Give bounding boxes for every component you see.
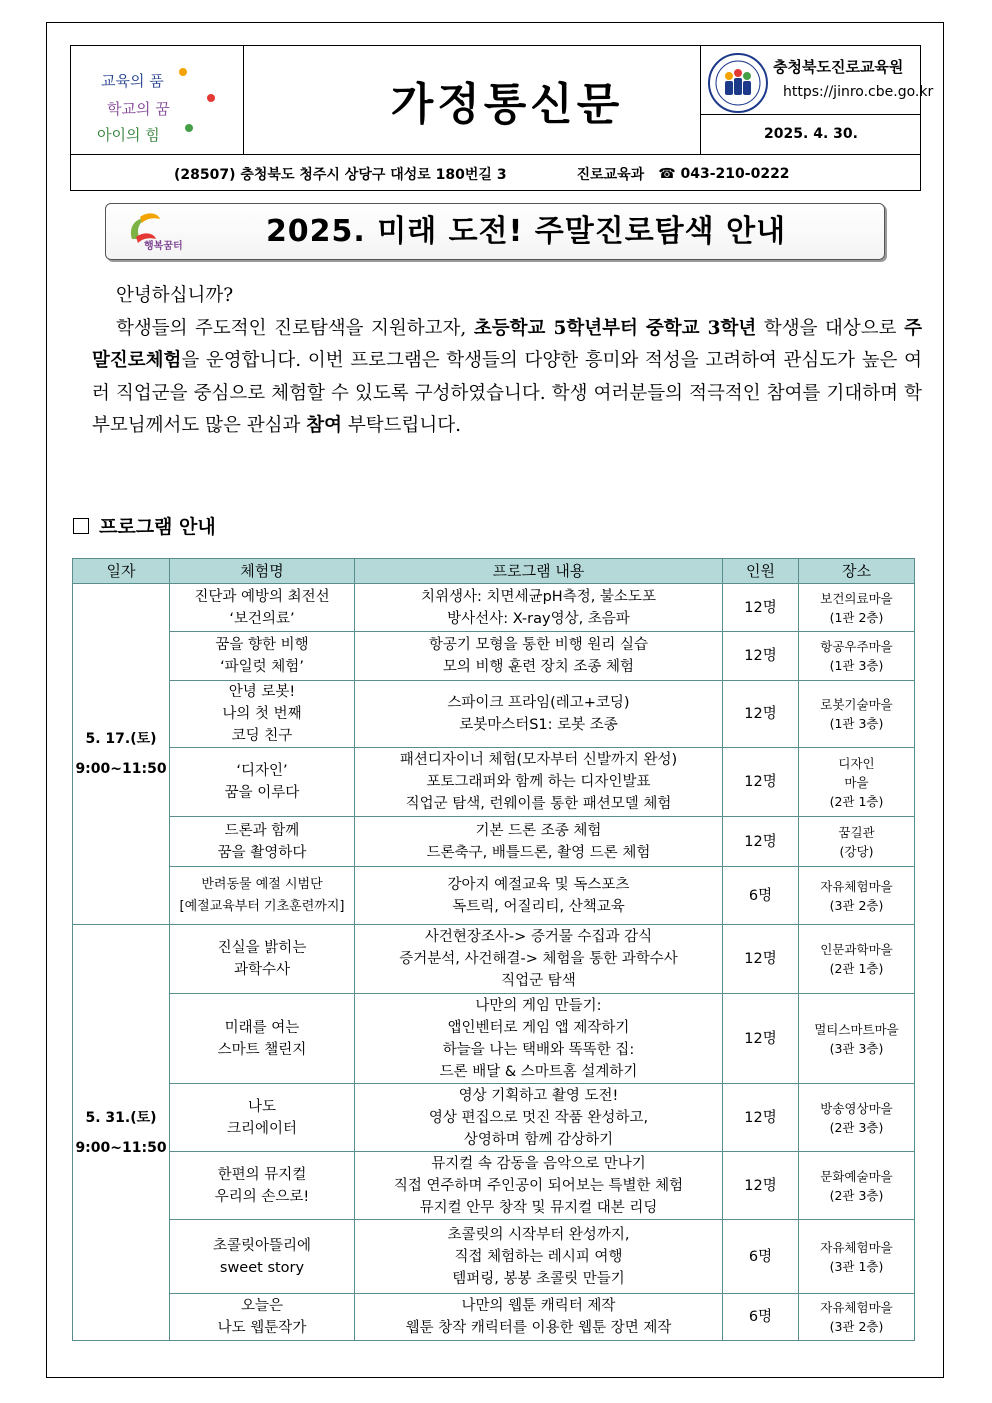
place-cell	[799, 1084, 915, 1152]
count-cell: 12명	[723, 584, 799, 632]
org-block	[700, 46, 934, 154]
program-content-cell	[355, 867, 723, 925]
table-row	[73, 584, 915, 632]
program-content-line: 나만의 게임 만들기:	[475, 997, 602, 1014]
table-row	[73, 1152, 915, 1220]
place-line: 보건의료마을	[820, 590, 893, 606]
col-header-place: 장소	[799, 559, 915, 584]
program-name-line: 나의 첫 번째	[222, 706, 302, 722]
time-text: 9:00~11:50	[75, 1139, 167, 1156]
section-title-text: 프로그램 안내	[99, 516, 216, 538]
program-name-cell	[170, 584, 355, 632]
place-line: 인문과학마을	[820, 942, 893, 957]
place-line: 꿈길관	[838, 824, 875, 840]
intro-bold-2: 주말진로체험	[92, 317, 922, 371]
count-cell: 12명	[723, 994, 799, 1084]
count-cell: 12명	[723, 681, 799, 748]
program-name-cell	[170, 925, 355, 994]
count-cell: 12명	[723, 925, 799, 994]
place-line: (2관 1층)	[829, 961, 884, 976]
place-cell	[799, 748, 915, 817]
place-line: 자유체험마을	[820, 1239, 893, 1255]
table-row	[73, 994, 915, 1084]
program-content-line: 앱인벤터로 게임 앱 제작하기	[447, 1019, 630, 1036]
date-cell	[73, 925, 170, 1341]
program-name-cell	[170, 1084, 355, 1152]
program-content-line: 직업군 탐색, 런웨이를 통한 패션모델 체험	[405, 796, 672, 812]
program-content-line: 치위생사: 치면세균pH측정, 불소도포	[421, 588, 656, 605]
program-name-cell	[170, 632, 355, 681]
count-cell: 12명	[723, 632, 799, 681]
program-content-line: 직접 연주하며 주인공이 되어보는 특별한 체험	[393, 1177, 684, 1194]
program-content-line: 나만의 웹툰 캐릭터 제작	[461, 1298, 616, 1314]
intro-text-3: 을 운영합니다. 이번 프로그램은 학생들의 다양한 흥미와 적성을 고려하여 관심도가 높은 여러 직업군을 중심으로 체험할 수 있도록 구성하였습니다. 학생 여러분들의 적극적인 참여를 기대하며 학부모님께서도 많은 관심과	[92, 350, 922, 436]
intro-text	[92, 280, 922, 443]
program-name-line: 우리의 손으로!	[214, 1188, 310, 1205]
place-line: 방송영상마을	[820, 1100, 893, 1116]
contact-row	[71, 154, 920, 192]
program-content-line: 스파이크 프라임(레고+코딩)	[447, 695, 630, 711]
count-cell: 12명	[723, 1152, 799, 1220]
count-cell: 12명	[723, 817, 799, 867]
program-content-cell	[355, 748, 723, 817]
program-content-line: 드론 배달 & 스마트홈 설계하기	[439, 1063, 638, 1080]
slogan-line-3: 아이의 힘	[97, 126, 160, 144]
table-row	[73, 681, 915, 748]
program-name-line: ‘보건의료’	[229, 610, 295, 627]
program-name-cell	[170, 748, 355, 817]
program-content-line: 직업군 탐색	[501, 973, 576, 989]
program-content-cell	[355, 994, 723, 1084]
program-name-line: [예절교육부터 기초훈련까지]	[179, 898, 345, 914]
program-content-line: 방사선사: X-ray영상, 초음파	[447, 610, 630, 627]
program-name-line: 미래를 여는	[224, 1019, 300, 1036]
program-content-line: 패션디자이너 체험(모자부터 신발까지 완성)	[399, 752, 678, 768]
count-cell: 6명	[723, 1220, 799, 1294]
place-cell	[799, 681, 915, 748]
place-line: 디자인	[838, 755, 875, 771]
program-content-cell	[355, 1294, 723, 1341]
program-content-line: 항공기 모형을 통한 비행 원리 실습	[428, 637, 649, 653]
place-cell	[799, 925, 915, 994]
program-content-cell	[355, 1152, 723, 1220]
issue-date: 2025. 4. 30.	[764, 126, 858, 142]
divider	[701, 114, 921, 115]
place-line: (2관 3층)	[829, 1187, 884, 1203]
program-name-line: 나도	[247, 1098, 276, 1115]
table-row	[73, 817, 915, 867]
place-line: (1관 2층)	[829, 609, 884, 625]
program-content-cell	[355, 681, 723, 748]
banner-title: 2025. 미래 도전! 주말진로탐색 안내	[265, 214, 787, 249]
date-text: 5. 17.(토)	[85, 731, 157, 747]
table-row	[73, 925, 915, 994]
time-text: 9:00~11:50	[75, 761, 167, 777]
program-name-line: 드론과 함께	[224, 822, 300, 839]
phone: ☎ 043-210-0222	[658, 165, 790, 182]
address: (28507) 충청북도 청주시 상당구 대성로 180번길 3	[174, 166, 507, 183]
org-seal-icon	[707, 52, 769, 114]
program-name-cell	[170, 1294, 355, 1341]
title-banner	[105, 203, 885, 260]
place-line: 멀티스마트마을	[814, 1021, 899, 1037]
place-line: (강당)	[839, 843, 874, 859]
table-body	[73, 584, 915, 1341]
program-content-line: 영상 편집으로 멋진 작품 완성하고,	[428, 1109, 649, 1126]
place-line: (2관 3층)	[829, 1119, 884, 1135]
intro-text-2: 학생을 대상으로	[756, 317, 905, 339]
program-name-line: 안녕 로봇!	[228, 684, 296, 700]
intro-bold-3: 참여	[306, 415, 342, 436]
program-name-line: 꿈을 촬영하다	[217, 844, 307, 861]
program-content-line: 독트릭, 어질리티, 산책교육	[452, 898, 625, 915]
table-row	[73, 748, 915, 817]
program-name-line: 초콜릿아뜰리에	[212, 1237, 312, 1254]
program-name-line: 진실을 밝히는	[217, 940, 307, 956]
place-cell	[799, 994, 915, 1084]
date-text: 5. 31.(토)	[85, 1109, 157, 1126]
greeting: 안녕하십니까?	[116, 285, 234, 306]
place-line: 문화예술마을	[820, 1168, 893, 1184]
program-content-line: 포토그래퍼와 함께 하는 디자인발표	[426, 774, 651, 790]
slogan-logo	[71, 46, 244, 154]
program-name-line: 크리에이터	[226, 1120, 298, 1137]
place-line: 로봇기술마을	[820, 697, 893, 712]
program-content-cell	[355, 1220, 723, 1294]
place-line: (1관 3층)	[829, 658, 884, 673]
col-header-date: 일자	[73, 559, 170, 584]
count-cell: 12명	[723, 748, 799, 817]
program-content-line: 뮤지컬 속 감동을 음악으로 만나기	[431, 1155, 646, 1172]
place-line: (3관 3층)	[829, 1040, 884, 1056]
program-name-line: 나도 웹툰작가	[217, 1320, 307, 1336]
program-content-line: 하늘을 나는 택배와 똑똑한 집:	[442, 1041, 635, 1058]
table-row	[73, 632, 915, 681]
place-line: 항공우주마을	[820, 639, 893, 654]
program-content-line: 강아지 예절교육 및 독스포츠	[447, 876, 630, 893]
table-row	[73, 1084, 915, 1152]
program-name-line: ‘파일럿 체험’	[220, 659, 304, 675]
place-cell	[799, 584, 915, 632]
col-header-name: 체험명	[170, 559, 355, 584]
program-name-line: 꿈을 이루다	[224, 785, 300, 801]
table-row	[73, 1294, 915, 1341]
program-content-line: 초콜릿의 시작부터 완성까지,	[447, 1226, 630, 1243]
section-title	[73, 512, 216, 539]
letter-header	[70, 45, 934, 191]
program-content-line: 모의 비행 훈련 장치 조종 체험	[442, 659, 635, 675]
program-content-line: 증거분석, 사건해결-> 체험을 통한 과학수사	[399, 951, 678, 967]
program-name-cell	[170, 1152, 355, 1220]
date-cell	[73, 584, 170, 925]
checkbox-square-icon	[73, 518, 89, 534]
table-row	[73, 1220, 915, 1294]
org-url[interactable]: https://jinro.cbe.go.kr	[783, 84, 934, 100]
place-line: 자유체험마을	[820, 1300, 893, 1315]
program-name-line: 스마트 챌린지	[217, 1041, 307, 1058]
program-name-cell	[170, 681, 355, 748]
program-name-cell	[170, 817, 355, 867]
program-name-line: 꿈을 향한 비행	[215, 637, 309, 653]
happy-dream-logo-icon	[118, 209, 198, 253]
program-content-line: 직접 체험하는 레시피 여행	[454, 1248, 623, 1265]
program-name-cell	[170, 1220, 355, 1294]
program-content-line: 템퍼링, 봉봉 초콜릿 만들기	[452, 1270, 625, 1287]
table-row	[73, 867, 915, 925]
intro-bold-1: 초등학교 5학년부터 중학교 3학년	[473, 317, 757, 339]
place-line: (3관 2층)	[829, 1319, 884, 1334]
program-content-line: 웹툰 창작 캐릭터를 이용한 웹툰 장면 제작	[405, 1320, 672, 1336]
slogan-line-1: 교육의 품	[101, 72, 164, 90]
count-cell: 6명	[723, 867, 799, 925]
place-cell	[799, 867, 915, 925]
org-name: 충청북도진로교육원	[773, 58, 904, 76]
intro-paragraph	[92, 313, 922, 443]
department: 진로교육과	[576, 166, 645, 183]
program-name-line: 반려동물 예절 시범단	[201, 876, 323, 892]
program-table	[72, 558, 915, 1341]
place-cell	[799, 817, 915, 867]
program-content-line: 사건현장조사-> 증거물 수집과 감식	[424, 929, 653, 945]
program-name-line: 코딩 친구	[231, 728, 293, 744]
col-header-content: 프로그램 내용	[355, 559, 723, 584]
place-line: (3관 1층)	[829, 1258, 884, 1274]
place-line: 자유체험마을	[820, 878, 893, 894]
program-content-cell	[355, 1084, 723, 1152]
table-header-row	[73, 559, 915, 584]
program-content-cell	[355, 584, 723, 632]
program-name-line: 한편의 뮤지컬	[217, 1166, 307, 1183]
place-cell	[799, 1220, 915, 1294]
slogan-line-2: 학교의 꿈	[107, 100, 170, 118]
program-name-line: ‘디자인’	[236, 763, 288, 779]
intro-text-1: 학생들의 주도적인 진로탐색을 지원하고자,	[116, 317, 474, 339]
col-header-count: 인원	[723, 559, 799, 584]
place-line: (1관 3층)	[829, 716, 884, 731]
place-cell	[799, 1294, 915, 1341]
banner-logo-text: 행복꿈터	[144, 241, 183, 252]
program-content-line: 영상 기획하고 촬영 도전!	[458, 1087, 619, 1104]
program-content-line: 기본 드론 조종 체험	[475, 822, 602, 839]
program-content-line: 드론축구, 배틀드론, 촬영 드론 체험	[426, 844, 651, 861]
place-cell	[799, 1152, 915, 1220]
program-content-line: 로봇마스터S1: 로봇 조종	[459, 717, 618, 733]
place-line: (2관 1층)	[829, 793, 884, 809]
program-name-line: sweet story	[219, 1259, 305, 1276]
place-line: 마을	[844, 774, 869, 790]
intro-text-4: 부탁드립니다.	[341, 415, 461, 436]
program-name-line: 과학수사	[233, 962, 291, 978]
program-name-line: 진단과 예방의 최전선	[194, 588, 330, 605]
count-cell: 12명	[723, 1084, 799, 1152]
place-cell	[799, 632, 915, 681]
program-content-cell	[355, 925, 723, 994]
program-name-line: 오늘은	[240, 1298, 284, 1314]
place-line: (3관 2층)	[829, 897, 884, 913]
program-content-cell	[355, 817, 723, 867]
count-cell: 6명	[723, 1294, 799, 1341]
page-title: 가정통신문	[390, 79, 624, 130]
program-name-cell	[170, 867, 355, 925]
program-content-line: 뮤지컬 안무 창작 및 뮤지컬 대본 리딩	[419, 1199, 658, 1216]
program-name-cell	[170, 994, 355, 1084]
program-content-line: 상영하며 함께 감상하기	[463, 1131, 614, 1148]
slogan-logo-icon	[71, 46, 243, 154]
program-content-cell	[355, 632, 723, 681]
